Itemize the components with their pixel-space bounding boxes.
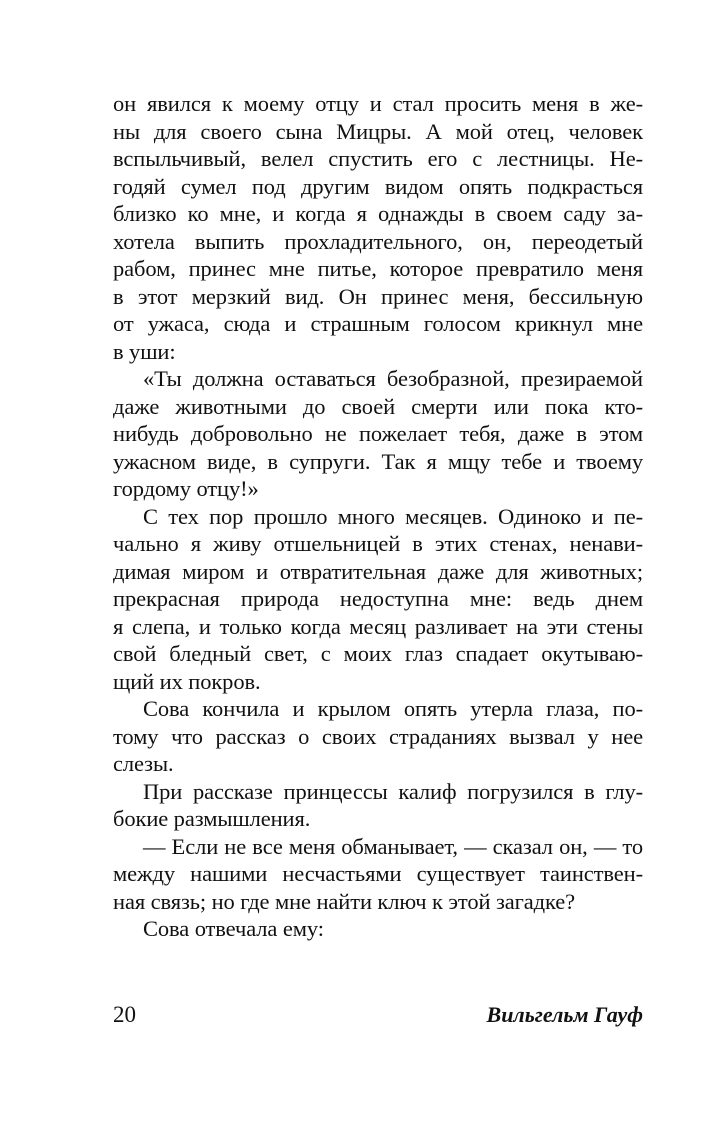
text-line: даже животными до своей смерти или пока кто- — [113, 393, 643, 419]
text-line: годяй сумел под другим видом опять подкрасться — [113, 173, 643, 199]
text-line: слезы. — [113, 751, 174, 776]
text-line: тому что рассказ о своих страданиях вызвал у нее — [113, 723, 643, 749]
text-line: димая миром и отвратительная даже для животных; — [113, 558, 643, 584]
text-line: я слепа, и только когда месяц разливает на эти стены — [113, 613, 643, 639]
text-line: от ужаса, сюда и страшным голосом крикнул мне — [113, 311, 643, 336]
text-line: хотела выпить прохладительного, он, переодетый — [113, 228, 643, 254]
text-line: в этот мерзкий вид. Он принес меня, бессильную — [113, 283, 643, 309]
text-line: ужасном виде, в супруги. Так я мщу тебе и твоему — [113, 448, 643, 474]
text-line: рабом, принес мне питье, которое превратило меня — [113, 256, 643, 281]
text-line: ная связь; но где мне найти ключ к этой загадке? — [113, 888, 576, 914]
text-line: При рассказе принцессы калиф погрузился в глу- — [143, 778, 643, 804]
text-line: свой бледный свет, с моих глаз спадает окутываю- — [113, 641, 643, 666]
text-line: щий их покров. — [113, 668, 261, 694]
text-line: нибудь добровольно не пожелает тебя, даже в этом — [113, 421, 643, 446]
text-line: между нашими несчастьями существует таинствен- — [113, 861, 643, 886]
page-number: 20 — [113, 1002, 136, 1027]
text-line: он явился к моему отцу и стал просить меня в же- — [113, 91, 643, 116]
text-line: бокие размышления. — [113, 806, 311, 831]
text-line: гордому отцу!» — [113, 476, 259, 501]
text-line: Сова отвечала ему: — [143, 916, 324, 941]
text-line: чально я живу отшельницей в этих стенах, ненави- — [113, 531, 643, 556]
text-line: ны для своего сына Мицры. А мой отец, человек — [113, 118, 643, 144]
page-body-text — [113, 90, 643, 943]
text-line: С тех пор прошло много месяцев. Одиноко и пе- — [143, 503, 643, 529]
text-line: «Ты должна оставаться безобразной, презираемой — [143, 366, 643, 391]
text-line: в уши: — [113, 338, 176, 364]
running-author: Вильгельм Гауф — [486, 1002, 643, 1027]
text-line: — Если не все меня обманывает, — сказал он, — то — [143, 833, 643, 859]
text-line: Сова кончила и крылом опять утерла глаза, по- — [143, 696, 643, 721]
text-line: прекрасная природа недоступна мне: ведь днем — [113, 586, 643, 611]
text-line: вспыльчивый, велел спустить его с лестницы. Не- — [113, 146, 643, 171]
page-footer — [113, 1000, 643, 1030]
text-line: близко ко мне, и когда я однажды в своем саду за- — [113, 201, 643, 226]
